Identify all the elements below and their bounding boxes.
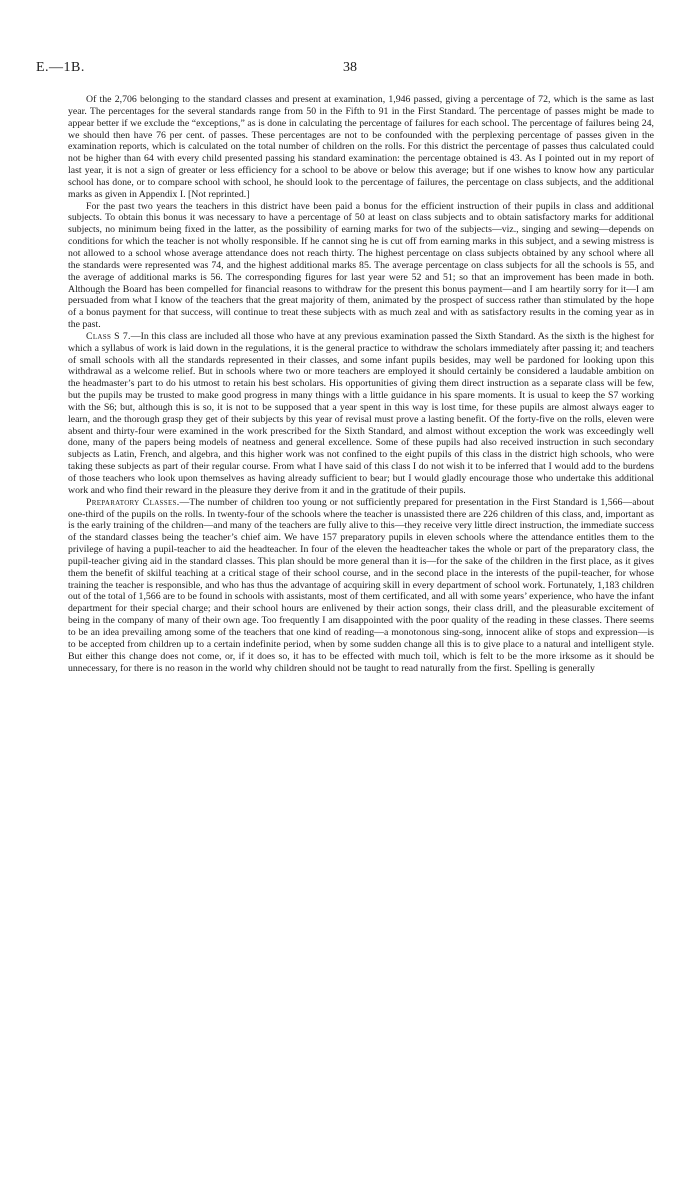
paragraph-bonus-payment bbox=[68, 201, 654, 331]
paragraph-examination-passes bbox=[68, 94, 654, 201]
paragraph-text: Of the 2,706 belonging to the standard classes and present at examination, 1,946 passed, giving a percentage of 72, which is the same as last year. The percentages for the several standards range from 50 in the Fifth to 91 in the First Standard. The percentage of passes might be made to appear better if we exclude the “exceptions,” as is done in calculating the percentage of failures for each school. The percentage of failures being 24, we should then have 76 per cent. of passes. These percentages are not to be confounded with the perplexing percentage of passes given in the examination reports, which is calculated on the total number of children on the rolls. For this district the percentage of passes thus calculated could not be higher than 64 with every child presented passing his standard examination: the percentage obtained is 43. As I pointed out in my report of last year, it is not a sign of greater or less efficiency for a school to be above or below this average; but if one wishes to know how any particular school has done, or to compare school with school, he should look to the percentage of failures, the percentage on class subjects, and the additional marks as given in Appendix I. [Not reprinted.] bbox=[68, 94, 654, 200]
paragraph-heading: Class S 7. bbox=[86, 330, 131, 342]
report-body bbox=[68, 94, 654, 674]
paragraph-text: —In this class are included all those who have at any previous examination passed the Sixth Standard. As the sixth is the highest for which a syllabus of work is laid down in the regulations, it is the general practice to withdraw the scholars immediately after passing it; and teachers of small schools with all the standards represented in their classes, and some infant pupils besides, may well be pardoned for looking upon this withdrawal as a welcome relief. But in schools where two or more teachers are employed it should certainly be considered a laudable ambition on the headmaster’s part to do his utmost to retain his best scholars. His opportunities of giving them direct instruction as a separate class will be few, but the pupils may be trusted to make good progress in many things with a little guidance in his spare moments. It is usual to keep the S7 working with the S6; but, although this is so, it is not to be supposed that a year spent in this way is lost time, for these pupils are almost always eager to learn, and the thorough grasp they get of their subjects by this year of revisal must prove a lasting benefit. Of the forty-five on the rolls, eleven were absent and thirty-four were examined in the work prescribed for the Sixth Standard, and almost without exception the work was exceedingly well done, many of the papers being models of neatness and general excellence. Some of these pupils had also received instruction in such secondary subjects as Latin, French, and algebra, and this higher work was not confined to the eight pupils of this class in the district high schools, who were taking these subjects as part of their regular course. From what I have said of this class I do not wish it to be inferred that I would add to the burdens of those teachers who look upon themselves as having already sufficient to bear; but I would gladly encourage those who undertake this additional work and who find their reward in the pleasure they derive from it and in the gratitude of their pupils. bbox=[68, 330, 654, 496]
paragraph-class-s7 bbox=[68, 331, 654, 497]
paragraph-heading: Preparatory Classes. bbox=[86, 496, 180, 508]
page-header bbox=[36, 60, 664, 80]
paragraph-text: —The number of children too young or not sufficiently prepared for presentation in the First Standard is 1,566—about one-third of the pupils on the rolls. In twenty-four of the schools where the teacher is unassisted there are 226 children of this class, and, important as is the early training of the children—and many of the teachers are fully alive to this—they receive very little direct instruction, the immediate success of the standard classes being the teacher’s chief aim. We have 157 preparatory pupils in eleven schools where the attendance entitles them to the privilege of having a pupil-teacher to aid the headteacher. In four of the eleven the headteacher takes the whole or part of the preparatory class, the pupil-teacher giving aid in the standard classes. This plan should be more general than it is—for the sake of the children in the first place, as it gives them the benefit of skilful teaching at a critical stage of their school course, and in the second place in the interests of the pupil-teacher, for whose training the teacher is responsible, and who has thus the advantage of acquiring skill in every department of school work. Fortunately, 1,183 children out of the total of 1,566 are to be found in schools with assistants, most of them certificated, and all with some years’ experience, who have the infant department for their special charge; and their school hours are enlivened by their action songs, their class drill, and the pleasurable excitement of being in the company of many of their own age. Too frequently I am disappointed with the poor quality of the reading in these classes. There seems to be an idea prevailing among some of the teachers that one kind of reading—a monotonous sing-song, innocent alike of stops and expression—is to be accepted from children up to a certain indefinite period, when by some sudden change all this is to give place to a natural and intelligent style. But either this change does not come, or, if it does so, it has to be effected with much toil, which is felt to be the more irksome as it should be unnecessary, for there is no reason in the world why children should not be taught to read naturally from the first. Spelling is generally bbox=[68, 496, 654, 674]
document-reference: E.—1B. bbox=[36, 60, 85, 75]
page-number: 38 bbox=[343, 60, 357, 75]
paragraph-text: For the past two years the teachers in this district have been paid a bonus for the efficient instruction of their pupils in class and additional subjects. To obtain this bonus it was necessary to have a percentage of 50 at least on class subjects and to obtain satisfactory marks for additional subjects, no minimum being fixed in the latter, as the possibility of earning marks for two of the subjects—viz., singing and sewing—depends on conditions for which the teacher is not wholly responsible. If he cannot sing he is cut off from earning marks in this subject, and a sewing mistress is not allowed to a school whose average attendance does not reach thirty. The highest percentage on class subjects obtained by any school where all the standards were represented was 74, and the highest additional marks 85. The average percentage on class subjects for all the schools is 55, and the average of additional marks is 56. The corresponding figures for last year were 52 and 51; so that an improvement has been made in both. Although the Board has been compelled for financial reasons to withdraw for the present this bonus payment—and I am heartily sorry for it—I am persuaded from what I know of the teachers that the great majority of them, animated by the prospect of success rather than stimulated by the hope of a bonus payment for that success, will continue to treat these subjects with as much zeal and with as satisfactory results in the coming year as in the past. bbox=[68, 200, 654, 331]
paragraph-preparatory-classes bbox=[68, 497, 654, 675]
